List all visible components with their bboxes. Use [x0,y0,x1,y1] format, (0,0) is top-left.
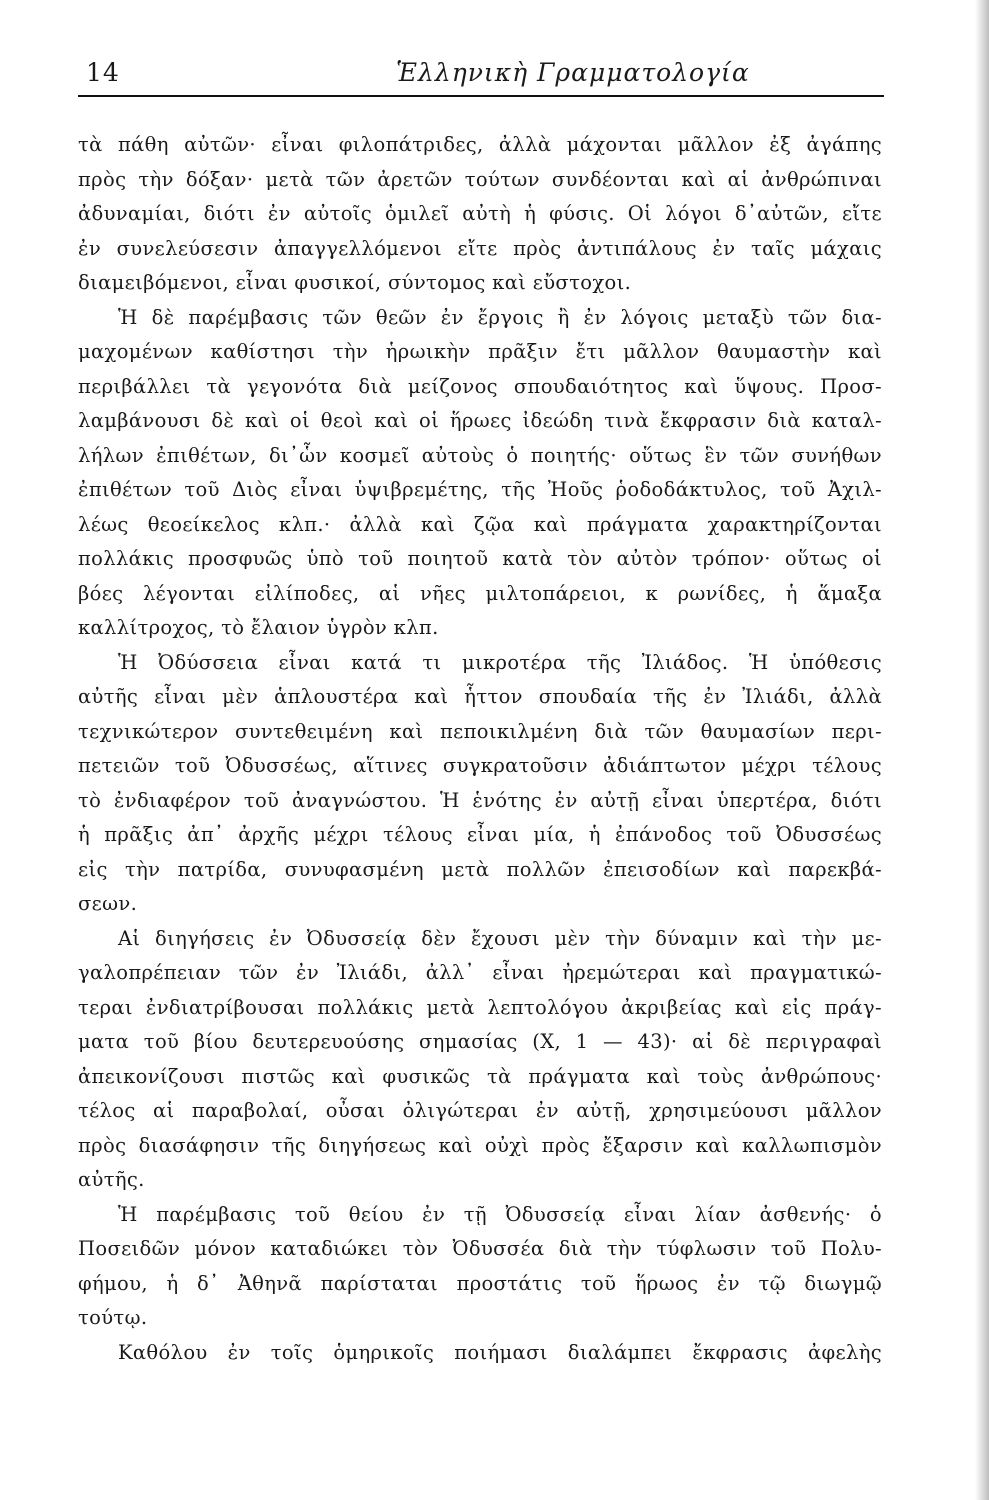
text-line: τεραι ἐνδιατρίβουσαι πολλάκις μετὰ λεπτολόγου ἀκριβείας καὶ εἰς πράγ- [78,995,882,1019]
text-line: τὸ ἐνδιαφέρον τοῦ ἀναγνώστου. Ἡ ἑνότης ἐν αὐτῇ εἶναι ὑπερτέρα, διότι [78,788,882,812]
page-edge-shadow [975,0,989,1500]
text-line: λαμβάνουσι δὲ καὶ οἱ θεοὶ καὶ οἱ ἥρωες ἰδεώδη τινὰ ἔκφρασιν διὰ καταλ- [78,409,882,432]
text-line: ἐπιθέτων τοῦ Διὸς εἶναι ὑψιβρεμέτης, τῆς Ἠοῦς ῥοδοδάκτυλος, τοῦ Ἀχιλ- [78,478,882,501]
text-line: Ἡ παρέμβασις τοῦ θείου ἐν τῇ Ὀδυσσείᾳ εἶναι λίαν ἀσθενής· ὁ [118,1202,882,1226]
text-line: φήμου, ἡ δ᾽ Ἀθηνᾶ παρίσταται προστάτις τοῦ ἥρωος ἐν τῷ διωγμῷ [78,1271,882,1295]
text-line: μαχομένων καθίστησι τὴν ἡρωικὴν πρᾶξιν ἔτι μᾶλλον θαυμαστὴν καὶ [78,340,882,363]
text-line: ἡ πρᾶξις ἀπ᾽ ἀρχῆς μέχρι τέλους εἶναι μία, ἡ ἐπάνοδος τοῦ Ὀδυσσέως [78,823,882,846]
page-number: 14 [86,58,120,87]
text-line: πετειῶν τοῦ Ὀδυσσέως, αἵτινες συγκρατοῦσιν ἀδιάπτωτον μέχρι τέλους [78,754,882,777]
page-header [78,52,884,92]
text-line: πρὸς τὴν δόξαν· μετὰ τῶν ἀρετῶν τούτων συνδέονται καὶ αἱ ἀνθρώπιναι [78,167,882,191]
text-line: ἀδυναμίαι, διότι ἐν αὐτοῖς ὁμιλεῖ αὐτὴ ἡ φύσις. Οἱ λόγοι δ᾽αὐτῶν, εἴτε [78,202,882,225]
text-line: εἰς τὴν πατρίδα, συνυφασμένη μετὰ πολλῶν ἐπεισοδίων καὶ παρεκβά- [78,857,882,881]
text-line: ἐν συνελεύσεσιν ἀπαγγελλόμενοι εἴτε πρὸς ἀντιπάλους ἐν ταῖς μάχαις [78,236,882,260]
text-line: λέως θεοείκελος κλπ.· ἀλλὰ καὶ ζῷα καὶ πράγματα χαρακτηρίζονται [78,512,882,536]
text-line: αὐτῆς εἶναι μὲν ἁπλουστέρα καὶ ἧττον σπουδαία τῆς ἐν Ἰλιάδι, ἀλλὰ [78,685,882,708]
text-line: ἀπεικονίζουσι πιστῶς καὶ φυσικῶς τὰ πράγματα καὶ τοὺς ἀνθρώπους· [78,1064,882,1088]
text-line: τούτῳ. [78,1306,148,1329]
header-rule [78,95,884,97]
text-line: πολλάκις προσφυῶς ὑπὸ τοῦ ποιητοῦ κατὰ τὸν αὐτὸν τρόπον· οὕτως οἱ [78,547,882,570]
text-line: τεχνικώτερον συντεθειμένη καὶ πεποικιλμένη διὰ τῶν θαυμασίων περι- [78,719,882,743]
text-line: διαμειβόμενοι, εἶναι φυσικοί, σύντομος καὶ εὔστοχοι. [78,271,632,294]
text-line: Ποσειδῶν μόνον καταδιώκει τὸν Ὀδυσσέα διὰ τὴν τύφλωσιν τοῦ Πολυ- [78,1237,882,1260]
text-line: Καθόλου ἐν τοῖς ὁμηρικοῖς ποιήμασι διαλάμπει ἔκφρασις ἀφελὴς [118,1340,882,1364]
text-line: αὐτῆς. [78,1168,145,1191]
text-line: περιβάλλει τὰ γεγονότα διὰ μείζονος σπουδαιότητος καὶ ὕψους. Προσ- [78,374,882,398]
text-line: Ἡ Ὀδύσσεια εἶναι κατά τι μικροτέρα τῆς Ἰλιάδος. Ἡ ὑπόθεσις [118,650,882,674]
body-text [78,128,882,1370]
text-line: καλλίτροχος, τὸ ἔλαιον ὑγρὸν κλπ. [78,616,439,639]
text-line: Αἱ διηγήσεις ἐν Ὀδυσσείᾳ δὲν ἔχουσι μὲν τὴν δύναμιν καὶ τὴν με- [118,926,882,950]
text-line: Ἡ δὲ παρέμβασις τῶν θεῶν ἐν ἔργοις ἢ ἐν λόγοις μεταξὺ τῶν δια- [118,305,882,329]
text-line: βόες λέγονται εἰλίποδες, αἱ νῆες μιλτοπάρειοι, κ ρωνίδες, ἡ ἅμαξα [78,581,882,605]
text-line: τὰ πάθη αὐτῶν· εἶναι φιλοπάτριδες, ἀλλὰ μάχονται μᾶλλον ἐξ ἀγάπης [78,133,882,156]
text-line: πρὸς διασάφησιν τῆς διηγήσεως καὶ οὐχὶ πρὸς ἔξαρσιν καὶ καλλωπισμὸν [78,1133,882,1157]
text-line: γαλοπρέπειαν τῶν ἐν Ἰλιάδι, ἀλλ᾽ εἶναι ἠρεμώτεραι καὶ πραγματικώ- [78,961,882,984]
text-line: λήλων ἐπιθέτων, δι᾽ὧν κοσμεῖ αὐτοὺς ὁ ποιητής· οὕτως ἓν τῶν συνήθων [78,443,882,467]
text-line: σεων. [78,892,138,915]
text-line: τέλος αἱ παραβολαί, οὖσαι ὀλιγώτεραι ἐν αὐτῇ, χρησιμεύουσι μᾶλλον [78,1099,882,1122]
running-title: Ἑλληνικὴ Γραμματολογία [396,58,750,87]
text-line: ματα τοῦ βίου δευτερευούσης σημασίας (Χ, 1 — 43)· αἱ δὲ περιγραφαὶ [78,1030,882,1053]
